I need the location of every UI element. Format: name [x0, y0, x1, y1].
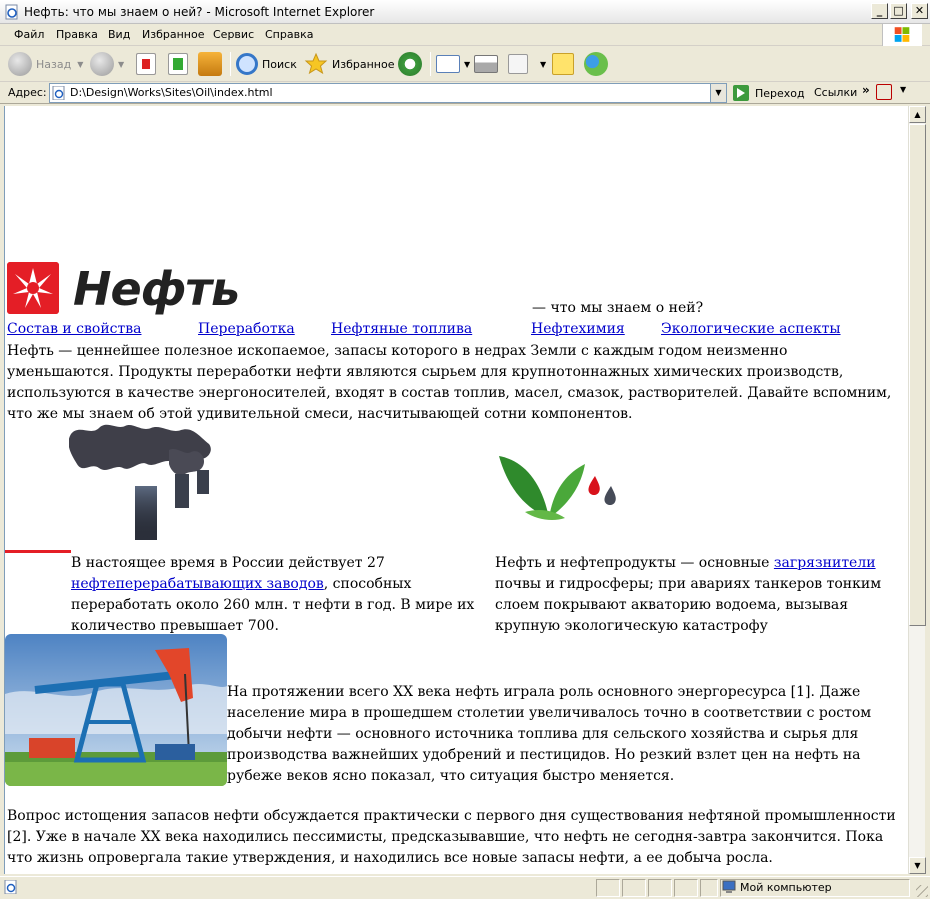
search-label: Поиск [262, 57, 297, 71]
page-status-icon [4, 880, 18, 894]
pollutants-link[interactable]: загрязнители [773, 555, 876, 571]
status-bar [0, 876, 930, 899]
nav-ecology[interactable]: Экологические аспекты [661, 321, 841, 337]
menu-favorites[interactable]: Избранное [142, 28, 205, 41]
ie-page-icon [4, 4, 20, 20]
menu-view[interactable]: Вид [108, 28, 131, 41]
back-button[interactable] [8, 50, 83, 78]
note-icon [552, 53, 574, 75]
messenger-icon [584, 52, 608, 76]
depletion-text: Вопрос истощения запасов нефти обсуждается практически с первого дня существования нефтяной промышленности [2]. Уже в начале XX века находились пессимисты, предсказывавшие, что нефть не сегодня-завтра закончится. Пока что жизнь опровергала такие утверждения, и находились все новые запасы нефти, а ее добыча росла. [7, 808, 896, 866]
edit-button[interactable] [508, 50, 546, 78]
scroll-thumb[interactable] [909, 124, 926, 626]
printer-icon [474, 55, 498, 73]
menu-bar [0, 24, 930, 46]
stop-button[interactable] [136, 50, 160, 78]
acrobat-icon[interactable] [876, 84, 892, 100]
security-zone-label: Мой компьютер [740, 881, 832, 894]
accent-divider [5, 550, 71, 553]
back-dropdown-icon[interactable]: ▼ [77, 59, 84, 69]
address-input[interactable] [49, 83, 727, 103]
nav-petrochemistry[interactable]: Нефтехимия [531, 321, 625, 337]
address-url: D:\Design\Works\Sites\Oil\index.html [70, 86, 273, 99]
factory-smoke-image [69, 422, 215, 546]
scroll-up-icon[interactable]: ▲ [909, 106, 926, 123]
forward-dropdown-icon[interactable]: ▼ [118, 59, 125, 69]
intro-text: Нефть — ценнейшее полезное ископаемое, запасы которого в недрах Земли с каждым годом неизменно уменьшаются. Продукты переработки нефти являются сырьем для крупнотоннажных химических производств, используются в качестве энергоносителей, входят в состав топлив, масел, смазок, растворителей. Давайте вспомним, что же мы знаем об этой удивительной смеси, насчитывающей сотни компонентов. [7, 343, 892, 422]
refresh-icon [168, 53, 188, 75]
address-bar [0, 82, 930, 104]
oil-pump-photo [5, 634, 227, 786]
go-button[interactable] [733, 84, 805, 102]
toolbar [0, 46, 930, 82]
star-icon [304, 52, 328, 76]
mail-button[interactable] [436, 50, 470, 78]
messenger-button[interactable] [584, 50, 612, 78]
print-button[interactable] [474, 50, 502, 78]
windows-logo-icon [882, 24, 922, 46]
tagline: — что мы знаем о ней? [532, 300, 704, 316]
edit-dropdown-icon[interactable]: ▼ [540, 59, 547, 69]
search-button[interactable] [236, 50, 297, 78]
go-arrow-icon [733, 85, 749, 101]
menu-edit[interactable]: Правка [56, 28, 98, 41]
page-viewport [4, 106, 908, 874]
resize-grip[interactable] [916, 885, 928, 897]
history-button[interactable] [398, 50, 426, 78]
menu-tools[interactable]: Сервис [213, 28, 255, 41]
logo-text: Нефть [73, 262, 240, 316]
menu-file[interactable]: Файл [14, 28, 45, 41]
history-text: На протяжении всего XX века нефть играла роль основного энергоресурса [1]. Даже население мира в прошедшем столетии увеличивалось точно в соответствии с ростом добычи нефти — основного источника топлива для сельского хозяйства и сырья для производства важнейших удобрений и пестицидов. Но резкий взлет цен на нефть на рубеже веков ясно показал, что ситуация быстро меняется. [227, 684, 872, 784]
address-label: Адрес: [8, 86, 47, 99]
leaf-drops-image [495, 452, 625, 532]
nav-processing[interactable]: Переработка [198, 321, 295, 337]
refineries-text [71, 553, 495, 637]
mail-dropdown-icon[interactable]: ▼ [464, 59, 471, 69]
back-label: Назад [36, 57, 72, 71]
go-label: Переход [755, 86, 805, 100]
word-edit-icon [508, 54, 528, 74]
favorites-label: Избранное [332, 57, 395, 71]
oil-logo-icon [7, 262, 59, 314]
nav-composition[interactable]: Состав и свойства [7, 321, 142, 337]
favorites-button[interactable] [304, 50, 394, 78]
minimize-button[interactable]: _ [871, 3, 888, 19]
discuss-button[interactable] [552, 50, 578, 78]
refineries-text-before: В настоящее время в России действует 27 [71, 555, 385, 571]
computer-icon [722, 880, 736, 894]
history-icon [398, 52, 422, 76]
refresh-button[interactable] [168, 50, 192, 78]
refineries-link[interactable]: нефтеперерабатывающих заводов [71, 576, 324, 592]
address-dropdown-icon[interactable]: ▼ [710, 84, 726, 102]
page-icon [52, 86, 66, 100]
scroll-down-icon[interactable]: ▼ [909, 857, 926, 874]
acrobat-dropdown-icon[interactable]: ▼ [900, 85, 907, 94]
title-bar [0, 0, 930, 24]
forward-button[interactable] [90, 50, 124, 78]
stop-icon [136, 53, 156, 75]
close-button[interactable]: ✕ [911, 3, 928, 19]
forward-arrow-icon [90, 52, 114, 76]
pollution-text [495, 553, 905, 637]
home-button[interactable] [198, 50, 226, 78]
mail-icon [436, 55, 460, 73]
pollution-text-after: почвы и гидросферы; при авариях танкеров тонким слоем покрывают акваторию водоема, вызывая крупную экологическую катастрофу [495, 576, 882, 634]
back-arrow-icon [8, 52, 32, 76]
links-button[interactable]: Ссылки [814, 86, 858, 99]
vertical-scrollbar[interactable] [908, 106, 925, 874]
home-icon [198, 52, 222, 76]
maximize-button[interactable]: □ [890, 3, 907, 19]
refineries-text-after: , способных переработать около 260 млн. т нефти в год. В мире их количество превышает 700. [71, 576, 475, 634]
pollution-text-before: Нефть и нефтепродукты — основные [495, 555, 774, 571]
links-chevron-icon[interactable]: » [862, 83, 870, 97]
window-title: Нефть: что мы знаем о ней? - Microsoft Internet Explorer [24, 5, 375, 19]
menu-help[interactable]: Справка [265, 28, 314, 41]
search-icon [236, 53, 258, 75]
nav-fuels[interactable]: Нефтяные топлива [331, 321, 473, 337]
